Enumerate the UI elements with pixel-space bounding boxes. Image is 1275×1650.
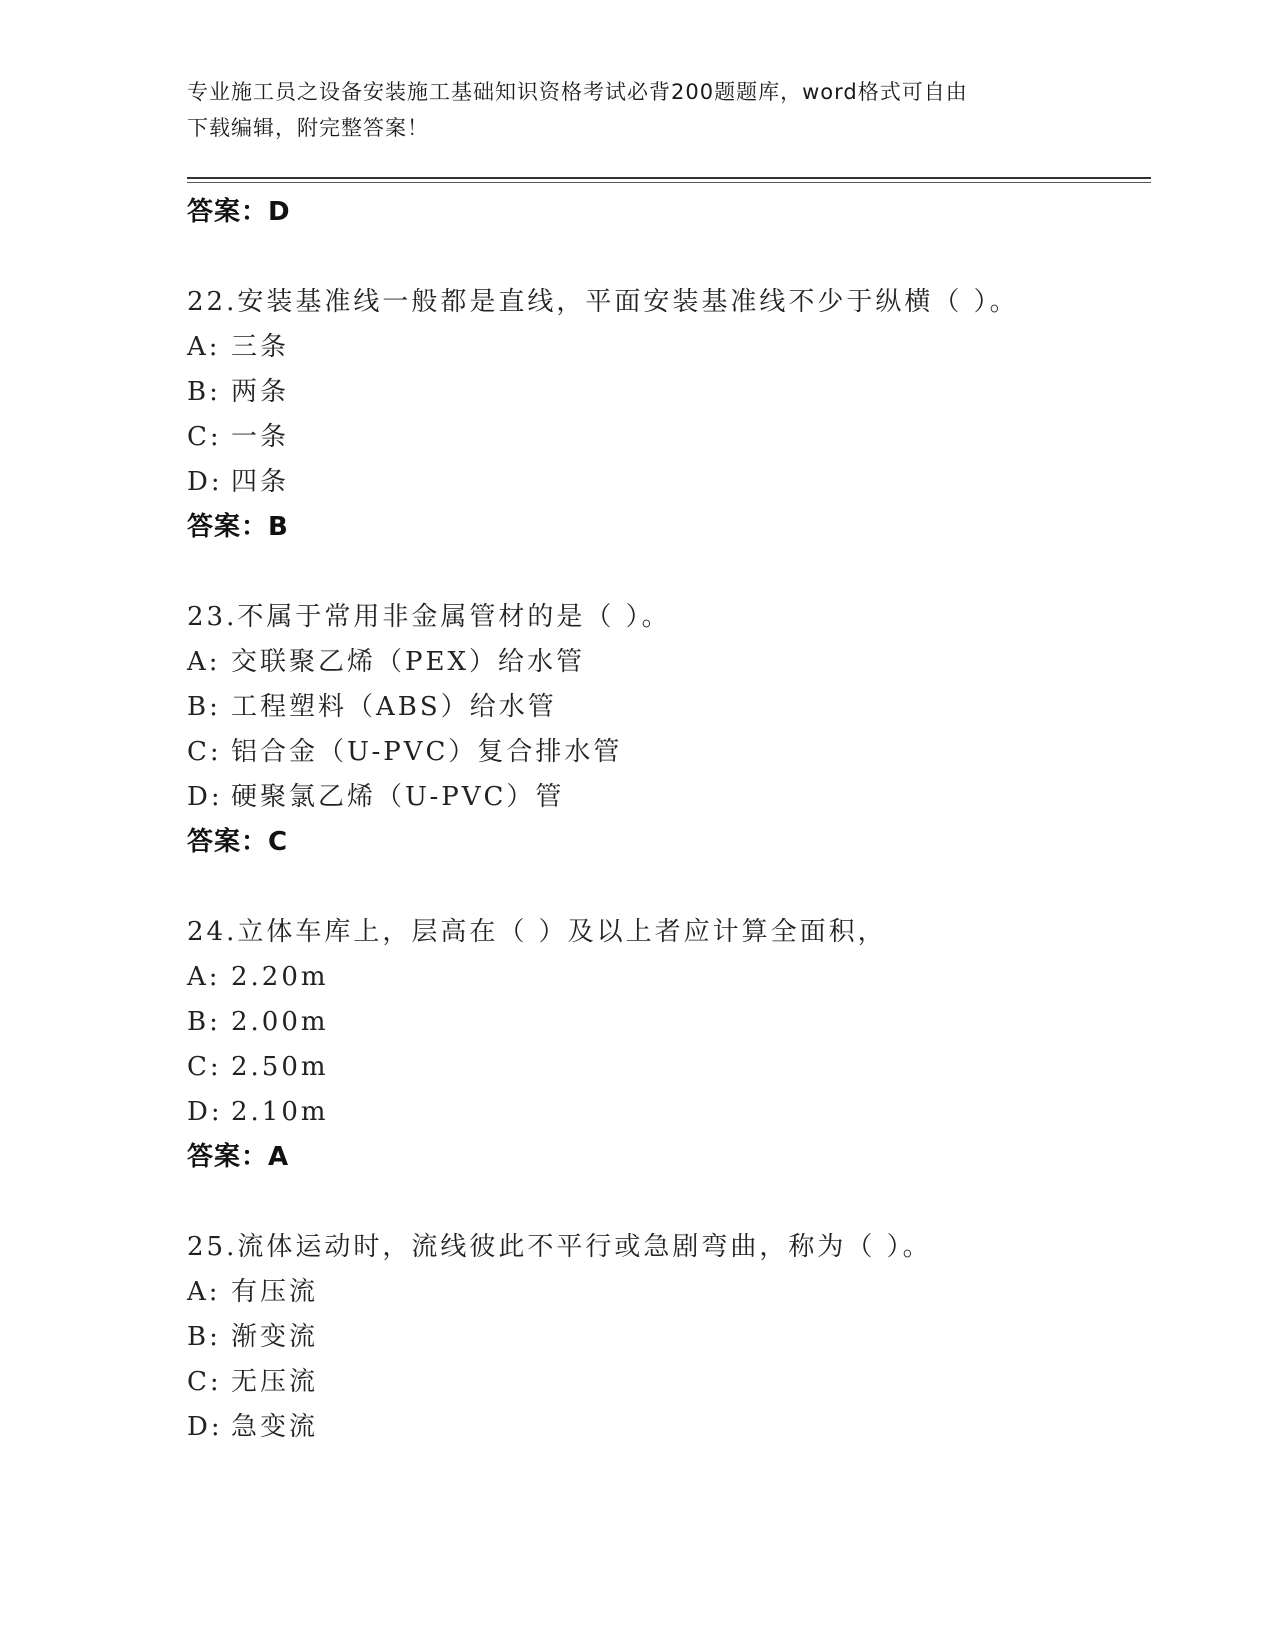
option-text: 两条 — [231, 377, 290, 407]
option-b — [187, 685, 1151, 730]
question-stem: 23.不属于常用非金属管材的是（ ）。 — [187, 602, 671, 632]
option-text: 2.10m — [231, 1097, 329, 1127]
option-c — [187, 1045, 1151, 1090]
question-stem: 24.立体车库上，层高在（ ）及以上者应计算全面积， — [187, 917, 887, 947]
option-letter: B: — [187, 377, 221, 407]
option-a — [187, 640, 1151, 685]
option-a — [187, 325, 1151, 370]
option-letter: C: — [187, 422, 222, 452]
option-b — [187, 1315, 1151, 1360]
option-text: 2.00m — [231, 1007, 329, 1037]
answer-line: 答案：A — [187, 1142, 290, 1172]
question-23 — [187, 595, 1151, 865]
option-text: 交联聚乙烯（PEX）给水管 — [231, 647, 585, 677]
header-line-1: 专业施工员之设备安装施工基础知识资格考试必背200题题库，word格式可自由 — [187, 80, 968, 104]
option-text: 无压流 — [231, 1367, 319, 1397]
option-letter: C: — [187, 1052, 222, 1082]
answer-line: 答案：B — [187, 512, 289, 542]
option-letter: A: — [187, 962, 221, 992]
header-rule-thin — [187, 182, 1151, 183]
option-d — [187, 1090, 1151, 1135]
option-letter: C: — [187, 737, 222, 767]
option-text: 2.20m — [231, 962, 329, 992]
option-a — [187, 955, 1151, 1000]
option-text: 铝合金（U-PVC）复合排水管 — [231, 737, 623, 767]
option-letter: D: — [187, 467, 223, 497]
option-letter: A: — [187, 332, 221, 362]
option-text: 工程塑料（ABS）给水管 — [231, 692, 557, 722]
answer-line: 答案：C — [187, 827, 289, 857]
option-letter: B: — [187, 1322, 221, 1352]
option-d — [187, 775, 1151, 820]
answer-line: 答案：D — [187, 197, 291, 227]
option-d — [187, 1405, 1151, 1450]
question-22 — [187, 280, 1151, 550]
option-b — [187, 370, 1151, 415]
option-letter: A: — [187, 647, 221, 677]
option-letter: C: — [187, 1367, 222, 1397]
option-letter: D: — [187, 1412, 223, 1442]
document-header — [187, 74, 1087, 146]
option-text: 渐变流 — [231, 1322, 319, 1352]
header-line-2: 下载编辑，附完整答案！ — [187, 116, 429, 140]
option-c — [187, 730, 1151, 775]
option-letter: A: — [187, 1277, 221, 1307]
header-rule-thick — [187, 177, 1151, 179]
question-stem: 25.流体运动时，流线彼此不平行或急剧弯曲，称为（ ）。 — [187, 1232, 932, 1262]
option-text: 急变流 — [231, 1412, 319, 1442]
document-body — [187, 190, 1151, 1450]
question-stem: 22.安装基准线一般都是直线，平面安装基准线不少于纵横（ ）。 — [187, 287, 1019, 317]
option-letter: D: — [187, 782, 223, 812]
option-text: 四条 — [231, 467, 290, 497]
option-text: 有压流 — [231, 1277, 319, 1307]
option-text: 硬聚氯乙烯（U-PVC）管 — [231, 782, 565, 812]
option-letter: B: — [187, 692, 221, 722]
option-b — [187, 1000, 1151, 1045]
option-text: 一条 — [231, 422, 290, 452]
question-25 — [187, 1225, 1151, 1450]
question-24 — [187, 910, 1151, 1180]
option-c — [187, 415, 1151, 460]
option-text: 2.50m — [231, 1052, 329, 1082]
option-letter: D: — [187, 1097, 223, 1127]
option-letter: B: — [187, 1007, 221, 1037]
option-c — [187, 1360, 1151, 1405]
option-text: 三条 — [231, 332, 290, 362]
option-a — [187, 1270, 1151, 1315]
option-d — [187, 460, 1151, 505]
